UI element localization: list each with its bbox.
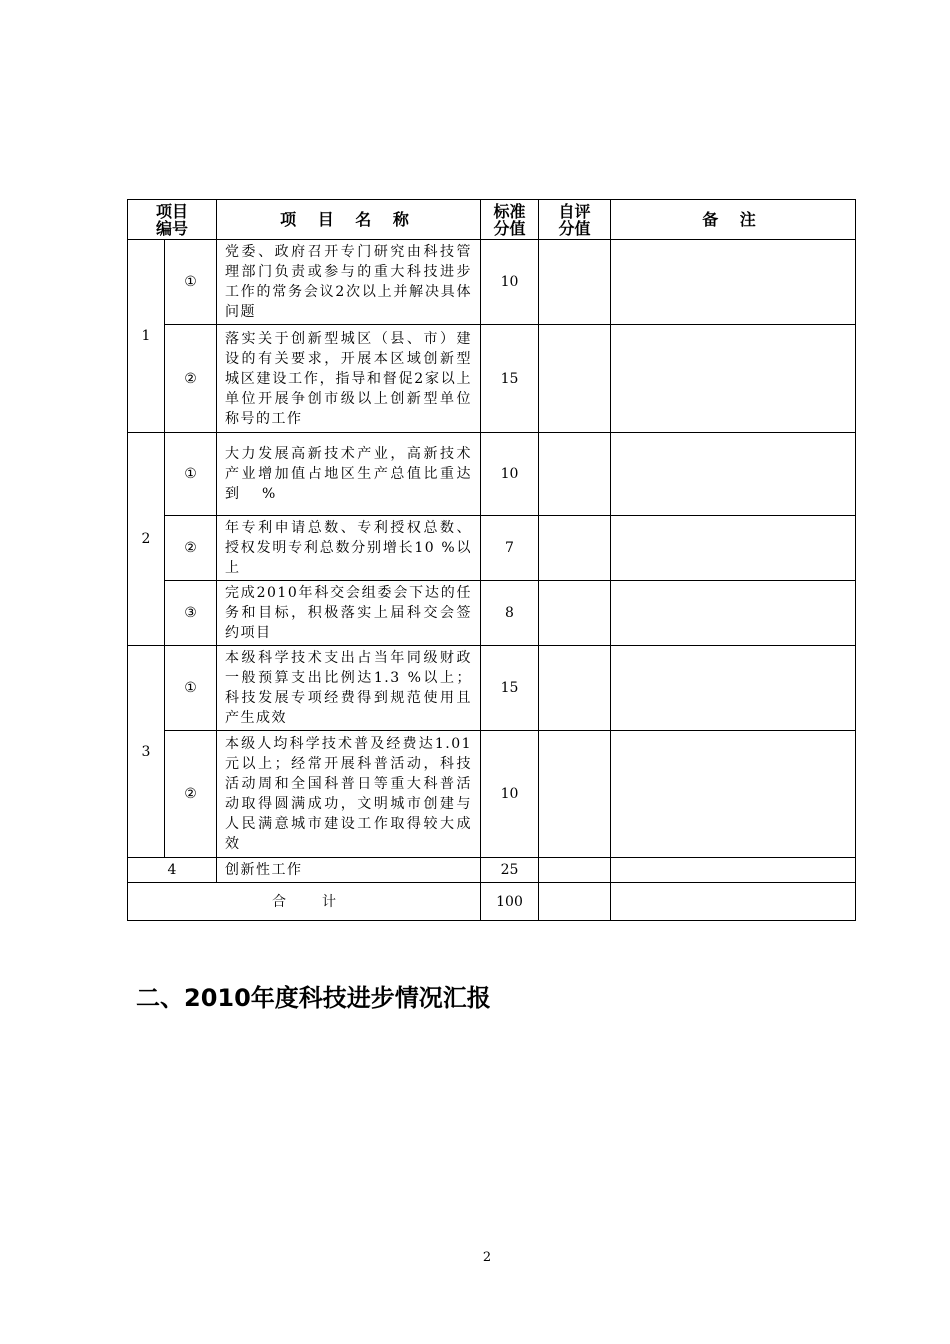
table-row [128,858,856,883]
group-number: 2 [128,433,165,646]
self-score-cell[interactable] [539,883,611,921]
sub-item-number: ② [165,516,217,581]
header-standard-score-line2: 分值 [493,218,526,238]
header-standard-score-line1: 标准 [493,201,526,221]
sub-item-number: ① [165,646,217,731]
remark-cell[interactable] [611,731,856,858]
table-row [128,240,856,325]
header-standard-score [481,200,539,240]
header-remarks: 备 注 [611,200,856,240]
standard-score: 8 [481,581,539,646]
total-label-right: 计 [322,893,336,910]
self-score-cell[interactable] [539,325,611,433]
sub-item-number: ③ [165,581,217,646]
self-score-cell[interactable] [539,731,611,858]
standard-score: 10 [481,433,539,516]
table-row [128,325,856,433]
self-score-cell[interactable] [539,858,611,883]
remark-cell[interactable] [611,240,856,325]
header-self-score-line2: 分值 [558,218,591,238]
standard-score: 10 [481,240,539,325]
standard-score: 15 [481,646,539,731]
remark-cell[interactable] [611,883,856,921]
table-row [128,516,856,581]
table-row [128,646,856,731]
group-number: 4 [128,858,217,883]
table-row [128,581,856,646]
remark-cell[interactable] [611,325,856,433]
total-label-left: 合 [272,893,286,910]
page-number: 2 [482,1250,492,1265]
sub-item-number: ① [165,240,217,325]
header-self-score [539,200,611,240]
standard-score: 10 [481,731,539,858]
group-number: 3 [128,646,165,858]
evaluation-table [127,199,856,921]
item-description: 落实关于创新型城区（县、市）建设的有关要求，开展本区域创新型城区建设工作，指导和督促2家以上单位开展争创市级以上创新型单位称号的工作 [217,325,481,433]
table-row [128,433,856,516]
sub-item-number: ② [165,731,217,858]
table-header-row [128,200,856,240]
remark-cell[interactable] [611,516,856,581]
remark-cell[interactable] [611,581,856,646]
item-description: 党委、政府召开专门研究由科技管理部门负责或参与的重大科技进步工作的常务会议2次以上并解决具体问题 [217,240,481,325]
section-heading: 二、2010年度科技进步情况汇报 [136,984,491,1012]
item-description: 本级人均科学技术普及经费达1.01元以上；经常开展科普活动，科技活动周和全国科普日等重大科普活动取得圆满成功，文明城市创建与人民满意城市建设工作取得较大成效 [217,731,481,858]
item-description: 完成2010年科交会组委会下达的任务和目标，积极落实上届科交会签约项目 [217,581,481,646]
self-score-cell[interactable] [539,581,611,646]
total-label [128,883,481,921]
remark-cell[interactable] [611,433,856,516]
sub-item-number: ② [165,325,217,433]
header-item-no-line1: 项目 [156,201,189,221]
item-description: 大力发展高新技术产业，高新技术产业增加值占地区生产总值比重达到 % [217,433,481,516]
remark-cell[interactable] [611,858,856,883]
self-score-cell[interactable] [539,516,611,581]
standard-score: 25 [481,858,539,883]
table-row [128,731,856,858]
sub-item-number: ① [165,433,217,516]
remark-cell[interactable] [611,646,856,731]
self-score-cell[interactable] [539,646,611,731]
header-item-no [128,200,217,240]
self-score-cell[interactable] [539,240,611,325]
item-description: 创新性工作 [217,858,481,883]
header-self-score-line1: 自评 [558,201,591,221]
standard-score: 7 [481,516,539,581]
standard-score: 15 [481,325,539,433]
header-item-name: 项 目 名 称 [217,200,481,240]
self-score-cell[interactable] [539,433,611,516]
group-number: 1 [128,240,165,433]
total-score: 100 [481,883,539,921]
total-row [128,883,856,921]
item-description: 年专利申请总数、专利授权总数、授权发明专利总数分别增长10 %以上 [217,516,481,581]
header-item-no-line2: 编号 [156,218,189,238]
item-description: 本级科学技术支出占当年同级财政一般预算支出比例达1.3 %以上；科技发展专项经费得到规范使用且产生成效 [217,646,481,731]
